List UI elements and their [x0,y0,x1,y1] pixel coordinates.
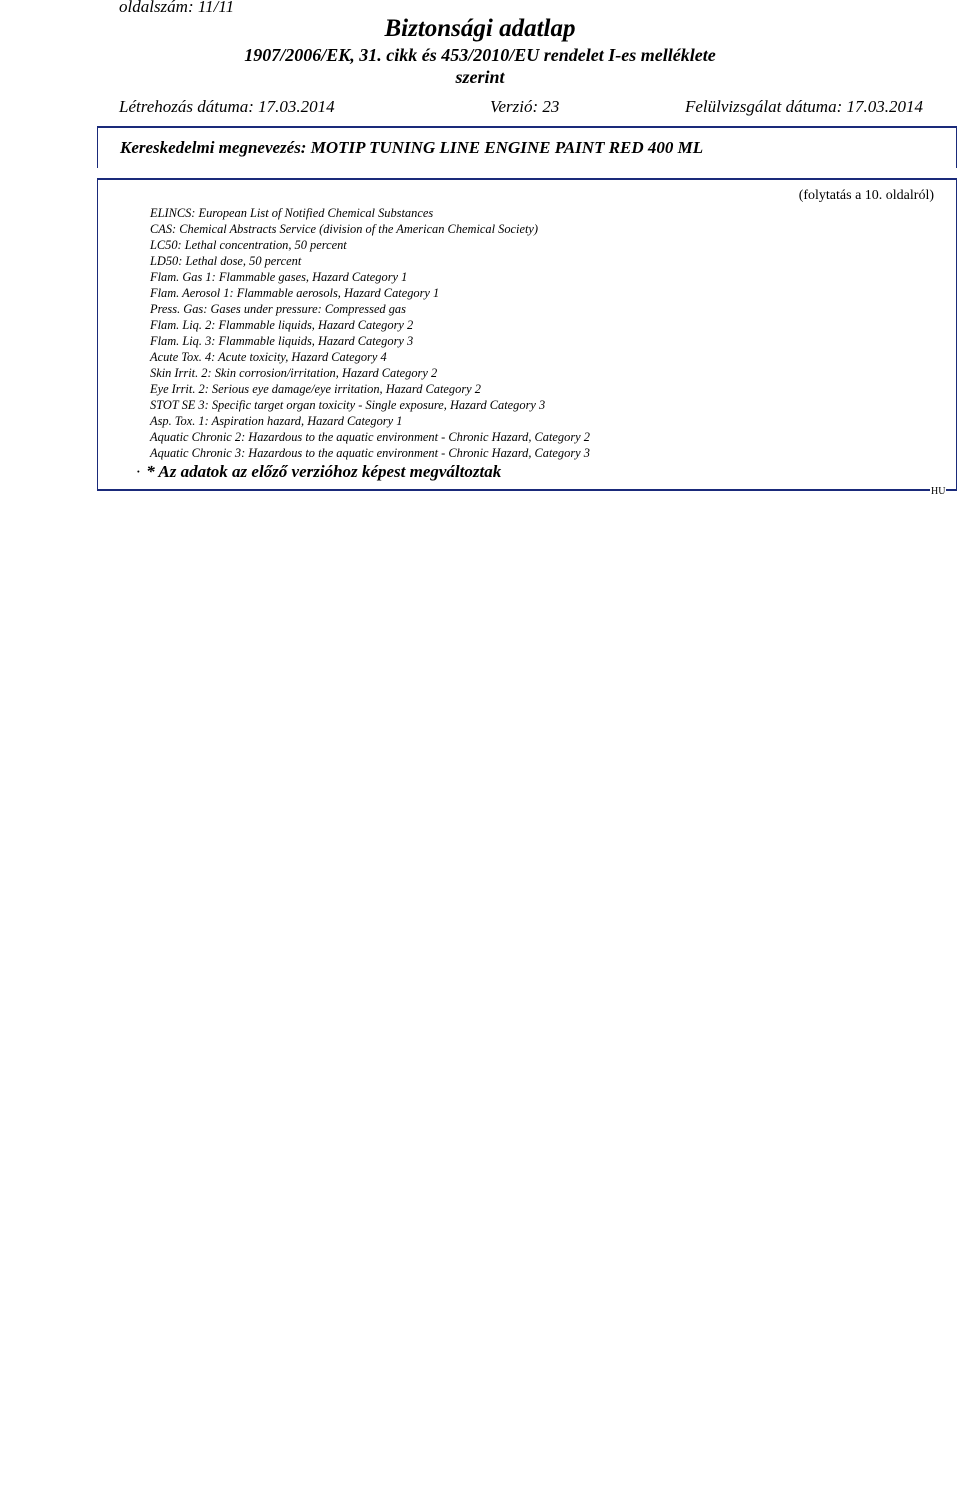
review-date: Felülvizsgálat dátuma: 17.03.2014 [685,97,923,116]
trade-name-box [97,126,957,168]
meta-row [0,97,960,119]
continued-note: (folytatás a 10. oldalról) [798,188,934,203]
abbreviation-list [150,205,590,461]
list-item: CAS: Chemical Abstracts Service (division of the American Chemical Society) [150,222,539,236]
document-subtitle-continued: szerint [455,67,505,87]
list-item: LC50: Lethal concentration, 50 percent [150,238,347,252]
list-item: Eye Irrit. 2: Serious eye damage/eye irritation, Hazard Category 2 [150,382,481,396]
list-item: Flam. Liq. 3: Flammable liquids, Hazard Category 3 [150,334,414,348]
list-item: Press. Gas: Gases under pressure: Compressed gas [150,302,406,316]
list-item: Aquatic Chronic 3: Hazardous to the aquatic environment - Chronic Hazard, Category 3 [150,446,590,460]
version: Verzió: 23 [490,97,560,116]
document-title: Biztonsági adatlap [384,15,576,42]
bullet-dot: · [136,462,141,481]
list-item: Aquatic Chronic 2: Hazardous to the aquatic environment - Chronic Hazard, Category 2 [150,430,590,444]
list-item: STOT SE 3: Specific target organ toxicity - Single exposure, Hazard Category 3 [150,398,546,412]
content-box [97,178,957,491]
change-note-text: * Az adatok az előző verzióhoz képest megváltoztak [146,462,502,481]
page-number: oldalszám: 11/11 [119,0,235,16]
list-item: Asp. Tox. 1: Aspiration hazard, Hazard Category 1 [150,414,403,428]
list-item: Acute Tox. 4: Acute toxicity, Hazard Category 4 [150,350,387,364]
language-label: HU [931,486,946,497]
created-date: Létrehozás dátuma: 17.03.2014 [119,97,335,116]
change-note [136,462,501,482]
list-item: LD50: Lethal dose, 50 percent [150,254,302,268]
list-item: Flam. Aerosol 1: Flammable aerosols, Hazard Category 1 [150,286,440,300]
trade-name: Kereskedelmi megnevezés: MOTIP TUNING LINE ENGINE PAINT RED 400 ML [120,138,704,157]
list-item: Flam. Liq. 2: Flammable liquids, Hazard Category 2 [150,318,414,332]
list-item: Skin Irrit. 2: Skin corrosion/irritation, Hazard Category 2 [150,366,438,380]
document-subtitle: 1907/2006/EK, 31. cikk és 453/2010/EU rendelet I-es melléklete [244,45,716,65]
list-item: ELINCS: European List of Notified Chemical Substances [150,206,434,220]
list-item: Flam. Gas 1: Flammable gases, Hazard Category 1 [150,270,408,284]
